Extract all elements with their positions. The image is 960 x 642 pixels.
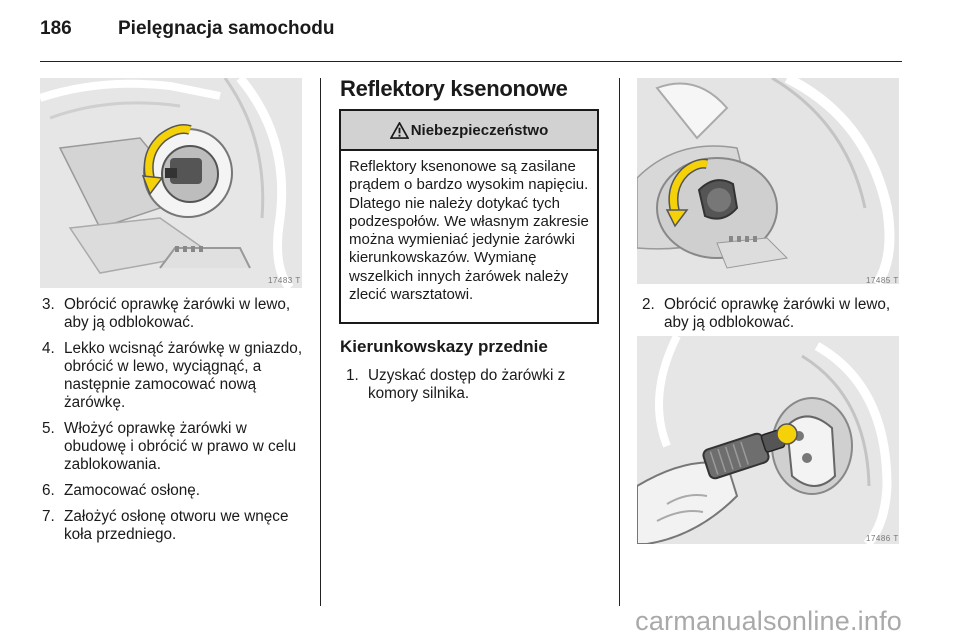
illustration-turn-signal-housing xyxy=(637,78,899,284)
header-rule xyxy=(40,61,902,62)
page-title: Pielęgnacja samochodu xyxy=(118,18,335,39)
figure-headlamp-bulb-holder xyxy=(40,78,302,288)
list-item: 7. Założyć osłonę otworu we wnęce koła przedniego. xyxy=(42,508,289,543)
warning-title: Niebezpieczeństwo xyxy=(410,121,549,139)
steps-list-right xyxy=(640,296,910,340)
steps-list-middle xyxy=(344,367,584,411)
figure-remove-bulb xyxy=(637,336,899,544)
page-number: 186 xyxy=(40,18,72,39)
list-item: 4. Lekko wcisnąć żarówkę w gniazdo, obrócić w lewo, wyciągnąć, a następnie zamocować nową żarówkę. xyxy=(42,340,303,411)
warning-text: Reflektory ksenonowe są zasilane prądem o bardzo wysokim napięciu. Dlatego nie należy dotykać tych podzespołów. We własnym zakresie można wymieniać jedynie żarówki kierunkowskazów. Wymianę wszelkich innych żarówek należy zlecić warsztatowi. xyxy=(349,158,589,304)
list-item: 6. Zamocować osłonę. xyxy=(42,482,201,499)
illustration-headlamp-housing xyxy=(40,78,302,288)
figure-turn-signal-bulb-holder xyxy=(637,78,899,284)
list-item: 3. Obrócić oprawkę żarówki w lewo, aby ją odblokować. xyxy=(42,296,291,331)
steps-list-left xyxy=(40,296,310,552)
figure-id-label: 17485 T xyxy=(866,276,899,285)
column-divider-left xyxy=(320,78,321,606)
section-title: Reflektory ksenonowe xyxy=(340,76,568,101)
warning-box xyxy=(339,109,599,324)
warning-header xyxy=(341,111,597,151)
subsection-title: Kierunkowskazy przednie xyxy=(340,337,548,356)
illustration-hand-removing-bulb xyxy=(637,336,899,544)
list-item: 1. Uzyskać dostęp do żarówki z komory silnika. xyxy=(346,367,566,402)
figure-id-label: 17486 T xyxy=(866,534,899,543)
warning-triangle-icon xyxy=(390,122,409,139)
column-divider-right xyxy=(619,78,620,606)
list-item: 5. Włożyć oprawkę żarówki w obudowę i obrócić w prawo w celu zablokowania. xyxy=(42,420,297,473)
figure-id-label: 17483 T xyxy=(268,276,301,285)
list-item: 2. Obrócić oprawkę żarówki w lewo, aby ją odblokować. xyxy=(642,296,891,331)
watermark-text: carmanualsonline.info xyxy=(635,606,902,636)
